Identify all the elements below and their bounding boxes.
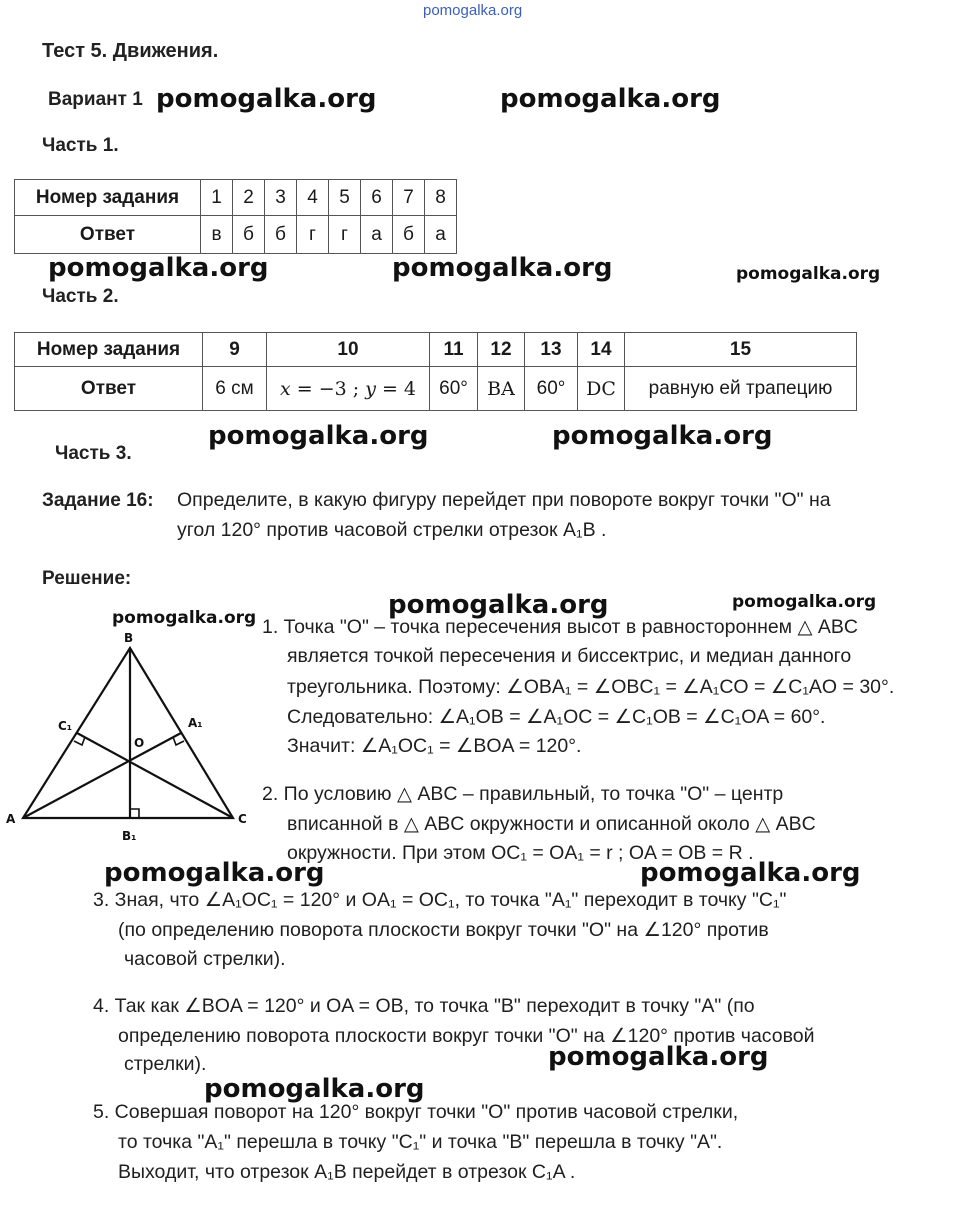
right-angle-mark-a1 bbox=[173, 737, 184, 745]
watermark: pomogalka.org bbox=[388, 590, 609, 620]
part2-answer: 60° bbox=[430, 367, 478, 411]
part1-answer: в bbox=[201, 216, 233, 254]
step-5-line: то точка "A₁" перешла в точку "C₁" и точка "B" перешла в точку "A". bbox=[118, 1131, 723, 1153]
triangle-figure bbox=[0, 620, 260, 850]
part1-number: 8 bbox=[425, 180, 457, 216]
label-c: C bbox=[238, 812, 247, 826]
task-text-line: угол 120° против часовой стрелки отрезок A₁B . bbox=[177, 519, 607, 541]
step-2-line: 2. По условию △ ABC – правильный, то точка "O" – центр bbox=[262, 783, 784, 805]
step-3-line: 3. Зная, что ∠A₁OC₁ = 120° и OA₁ = OC₁, то точка "A₁" переходит в точку "C₁" bbox=[93, 889, 787, 911]
step-1-line: треугольника. Поэтому: ∠OBA₁ = ∠OBC₁ = ∠A₁CO = ∠C₁AO = 30°. bbox=[287, 676, 895, 698]
part1-number: 1 bbox=[201, 180, 233, 216]
part1-number: 6 bbox=[361, 180, 393, 216]
watermark: pomogalka.org bbox=[112, 608, 257, 628]
label-b1: B₁ bbox=[122, 829, 137, 843]
watermark: pomogalka.org bbox=[48, 253, 269, 283]
step-3-line: часовой стрелки). bbox=[124, 948, 286, 970]
part1-heading: Часть 1. bbox=[42, 135, 119, 156]
part1-answer: г bbox=[297, 216, 329, 254]
part2-answer: 6 см bbox=[203, 367, 267, 411]
task-label: Задание 16: bbox=[42, 490, 154, 511]
watermark: pomogalka.org bbox=[500, 84, 721, 114]
part2-number-label: Номер задания bbox=[15, 333, 203, 367]
step-2-line: вписанной в △ ABC окружности и описанной около △ ABC bbox=[287, 813, 816, 835]
variant-label: Вариант 1 bbox=[48, 89, 143, 110]
step-5-line: Выходит, что отрезок A₁B перейдет в отрезок C₁A . bbox=[118, 1161, 576, 1183]
step-5-line: 5. Совершая поворот на 120° вокруг точки "O" против часовой стрелки, bbox=[93, 1101, 739, 1123]
part2-answer: 60° bbox=[525, 367, 578, 411]
step-2-line: окружности. При этом OC₁ = OA₁ = r ; OA = OB = R . bbox=[287, 842, 754, 864]
triangle-abc bbox=[23, 648, 233, 818]
part1-number: 7 bbox=[393, 180, 425, 216]
right-angle-mark-b1 bbox=[130, 809, 139, 818]
step-1-line: является точкой пересечения и биссектрис, и медиан данного bbox=[287, 645, 852, 667]
part2-answer: BA bbox=[478, 367, 525, 411]
right-angle-mark-c1 bbox=[74, 737, 85, 745]
watermark: pomogalka.org bbox=[204, 1074, 425, 1104]
part2-number: 9 bbox=[203, 333, 267, 367]
watermark: pomogalka.org bbox=[640, 858, 861, 888]
part2-number: 14 bbox=[578, 333, 625, 367]
part2-heading: Часть 2. bbox=[42, 286, 119, 307]
part2-answer: равную ей трапецию bbox=[625, 367, 857, 411]
part1-answer-label: Ответ bbox=[15, 216, 201, 254]
watermark: pomogalka.org bbox=[736, 264, 881, 284]
part1-table bbox=[14, 179, 457, 254]
part2-answer: 𝑥 = −3 ; 𝑦 = 4 bbox=[267, 367, 430, 411]
part2-number: 10 bbox=[267, 333, 430, 367]
part1-answer: б bbox=[393, 216, 425, 254]
step-4-line: определению поворота плоскости вокруг точки "O" на ∠120° против часовой bbox=[118, 1025, 815, 1047]
label-a1: A₁ bbox=[188, 716, 203, 730]
part2-number: 15 bbox=[625, 333, 857, 367]
step-1-line: Значит: ∠A₁OC₁ = ∠BOA = 120°. bbox=[287, 735, 582, 757]
part1-answer: б bbox=[265, 216, 297, 254]
watermark: pomogalka.org bbox=[392, 253, 613, 283]
part3-heading: Часть 3. bbox=[55, 443, 132, 464]
solution-label: Решение: bbox=[42, 568, 132, 589]
task-text-line: Определите, в какую фигуру перейдет при повороте вокруг точки "O" на bbox=[177, 489, 831, 511]
part2-number: 11 bbox=[430, 333, 478, 367]
label-c1: C₁ bbox=[58, 719, 73, 733]
label-b: B bbox=[124, 631, 134, 645]
watermark: pomogalka.org bbox=[208, 421, 429, 451]
page-title: Тест 5. Движения. bbox=[42, 40, 219, 62]
label-a: A bbox=[6, 812, 16, 826]
part1-number: 3 bbox=[265, 180, 297, 216]
part1-number: 4 bbox=[297, 180, 329, 216]
part1-answer: а bbox=[361, 216, 393, 254]
part1-number: 2 bbox=[233, 180, 265, 216]
watermark: pomogalka.org bbox=[732, 592, 877, 612]
step-4-line: 4. Так как ∠BOA = 120° и OA = OB, то точка "B" переходит в точку "A" (по bbox=[93, 995, 755, 1017]
part1-answer: а bbox=[425, 216, 457, 254]
part1-number-label: Номер задания bbox=[15, 180, 201, 216]
step-4-line: стрелки). bbox=[124, 1053, 207, 1075]
part2-table bbox=[14, 332, 857, 411]
part2-number: 12 bbox=[478, 333, 525, 367]
part1-answer: б bbox=[233, 216, 265, 254]
step-1-line: 1. Точка "O" – точка пересечения высот в равностороннем △ ABC bbox=[262, 616, 859, 638]
step-3-line: (по определению поворота плоскости вокруг точки "O" на ∠120° против bbox=[118, 919, 769, 941]
watermark: pomogalka.org bbox=[548, 1042, 769, 1072]
watermark: pomogalka.org bbox=[156, 84, 377, 114]
top-watermark: pomogalka.org bbox=[423, 2, 523, 19]
label-o: O bbox=[134, 736, 145, 750]
part1-answer: г bbox=[329, 216, 361, 254]
step-1-line: Следовательно: ∠A₁OB = ∠A₁OC = ∠C₁OB = ∠C₁OA = 60°. bbox=[287, 706, 826, 728]
watermark: pomogalka.org bbox=[552, 421, 773, 451]
part2-answer: DC bbox=[578, 367, 625, 411]
part2-answer-label: Ответ bbox=[15, 367, 203, 411]
part1-number: 5 bbox=[329, 180, 361, 216]
watermark: pomogalka.org bbox=[104, 858, 325, 888]
part2-number: 13 bbox=[525, 333, 578, 367]
